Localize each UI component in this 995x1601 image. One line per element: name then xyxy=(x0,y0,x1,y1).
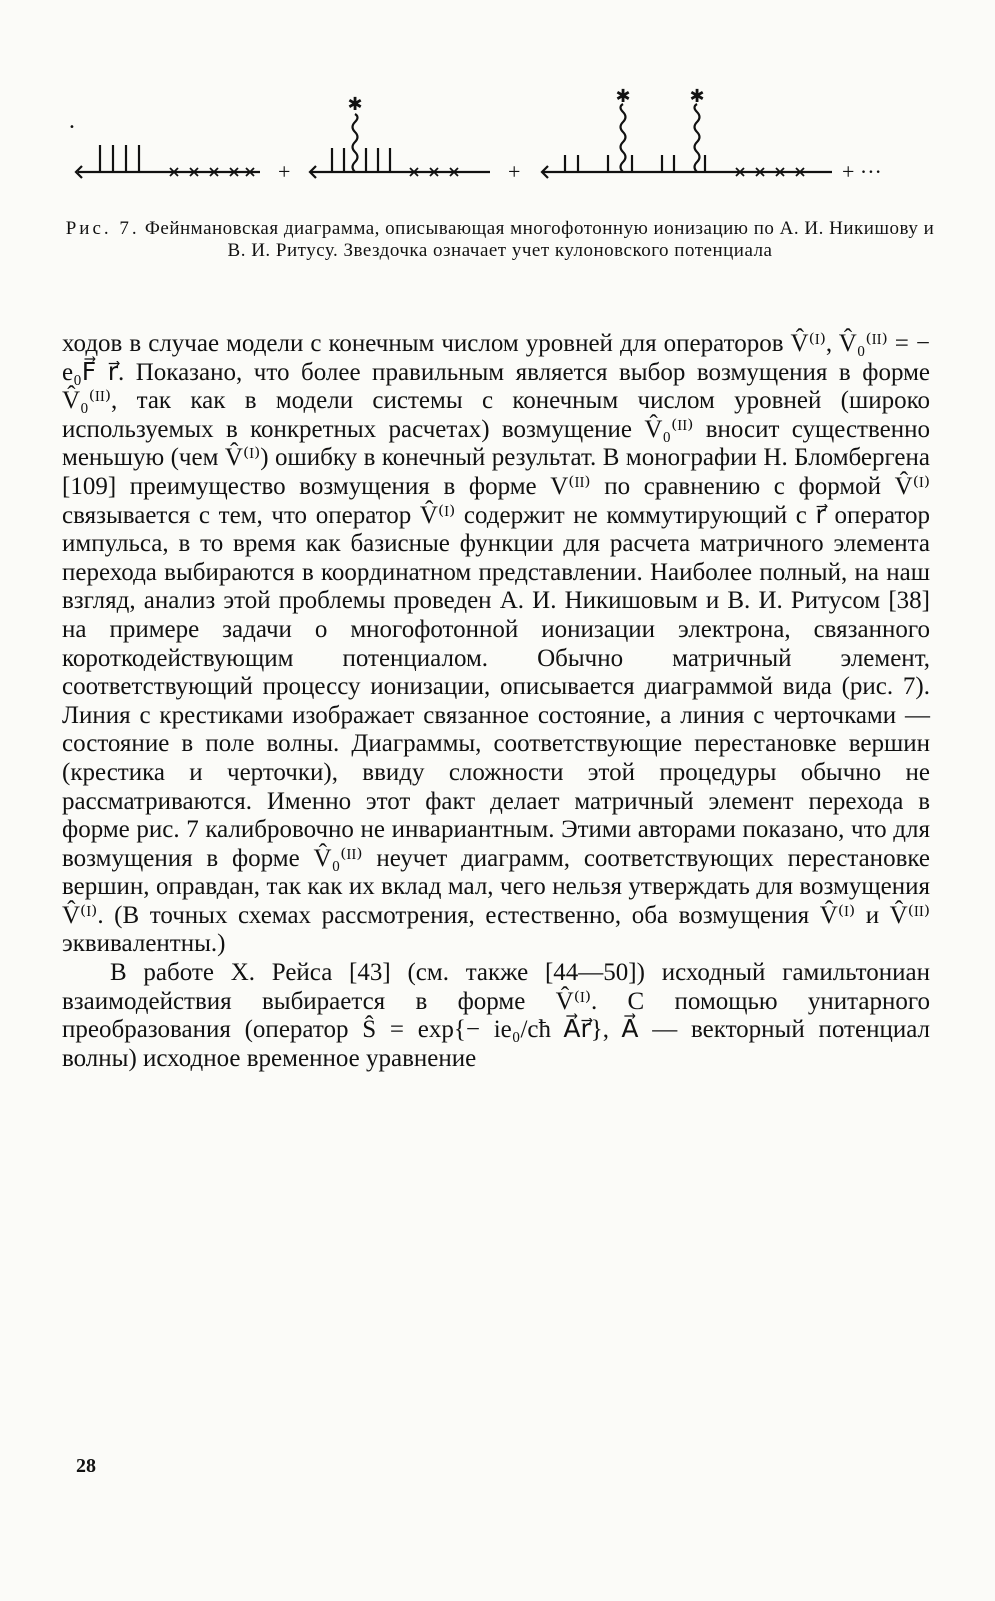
figure-caption xyxy=(60,218,940,262)
dot-mark: • xyxy=(69,122,75,133)
paragraph-1: ходов в случае модели с конечным числом уровней для операторов V̂⁽ᴵ⁾, V̂₀⁽ᴵᴵ⁾ = − e₀F⃗ r⃗. Показано, что более правильным является выбор возмущения в форме V̂₀⁽ᴵᴵ⁾, так как в модели системы с конечным числом уровней (широко используемых в конкретных расчетах) возмущение V̂₀⁽ᴵᴵ⁾ вносит существенно меньшую (чем V̂⁽ᴵ⁾) ошибку в конечный результат. В монографии Н. Бломбергена [109] преимущество возмущения в форме V⁽ᴵᴵ⁾ по сравнению с формой V̂⁽ᴵ⁾ связывается с тем, что оператор V̂⁽ᴵ⁾ содержит не коммутирующий с r⃗ оператор импульса, в то время как базисные функции для расчета матричного элемента перехода выбираются в координатном представлении. Наиболее полный, на наш взгляд, анализ этой проблемы проведен А. И. Никишовым и В. И. Ритусом [38] на примере задачи о многофотонной ионизации электрона, связанного короткодействующим потенциалом. Обычно матричный элемент, соответствующий процессу ионизации, описывается диаграммой вида (рис. 7). Линия с крестиками изображает связанное состояние, а линия с черточками — состояние в поле волны. Диаграммы, соответствующие перестановке вершин (крестика и черточки), ввиду сложности этой процедуры обычно не рассматриваются. Именно этот факт делает матричный элемент перехода в форме рис. 7 калибровочно не инвариантным. Этими авторами показано, что для возмущения в форме V̂₀⁽ᴵᴵ⁾ неучет диаграмм, соответствующих перестановке вершин, оправдан, так как их вклад мал, чего нельзя утверждать для возмущения V̂⁽ᴵ⁾. (В точных схемах рассмотрения, естественно, оба возмущения V̂⁽ᴵ⁾ и V̂⁽ᴵᴵ⁾ эквивалентны.) xyxy=(62,330,930,958)
star-icon: ✱ xyxy=(689,86,705,107)
diagram-3-dashes xyxy=(565,155,705,172)
paragraph-2: В работе Х. Рейса [43] (см. также [44—50]) исходный гамильтониан взаимодействия выбирается в форме V̂⁽ᴵ⁾. С помощью унитарного преобразования (оператор Ŝ = exp{− ie₀/cħ A⃗r⃗}, A⃗ — векторный потенциал волны) исходное временное уравнение xyxy=(62,959,930,1072)
diagram-2-dashes xyxy=(332,148,390,172)
plus-ellipsis: + ··· xyxy=(842,159,882,184)
diagram-3-wavy-line-2 xyxy=(695,104,700,172)
page-number: 28 xyxy=(76,1455,96,1477)
diagram-3-wavy-line-1 xyxy=(621,104,626,172)
body-text xyxy=(62,330,930,1073)
diagram-2-wavy-line xyxy=(353,114,358,172)
figure-caption-text: Фейнмановская диаграмма, описывающая многофотонную ионизацию по А. И. Никишову и В. И. Ритусу. Звездочка означает учет кулоновского потенциала xyxy=(144,218,935,261)
figure-label: Рис. 7. xyxy=(65,218,140,239)
plus-sign-2: + xyxy=(508,159,521,184)
diagram-1-dashes xyxy=(100,145,139,172)
plus-sign-1: + xyxy=(278,159,291,184)
star-icon: ✱ xyxy=(615,86,631,107)
feynman-diagram xyxy=(60,80,940,200)
star-icon: ✱ xyxy=(347,94,363,115)
